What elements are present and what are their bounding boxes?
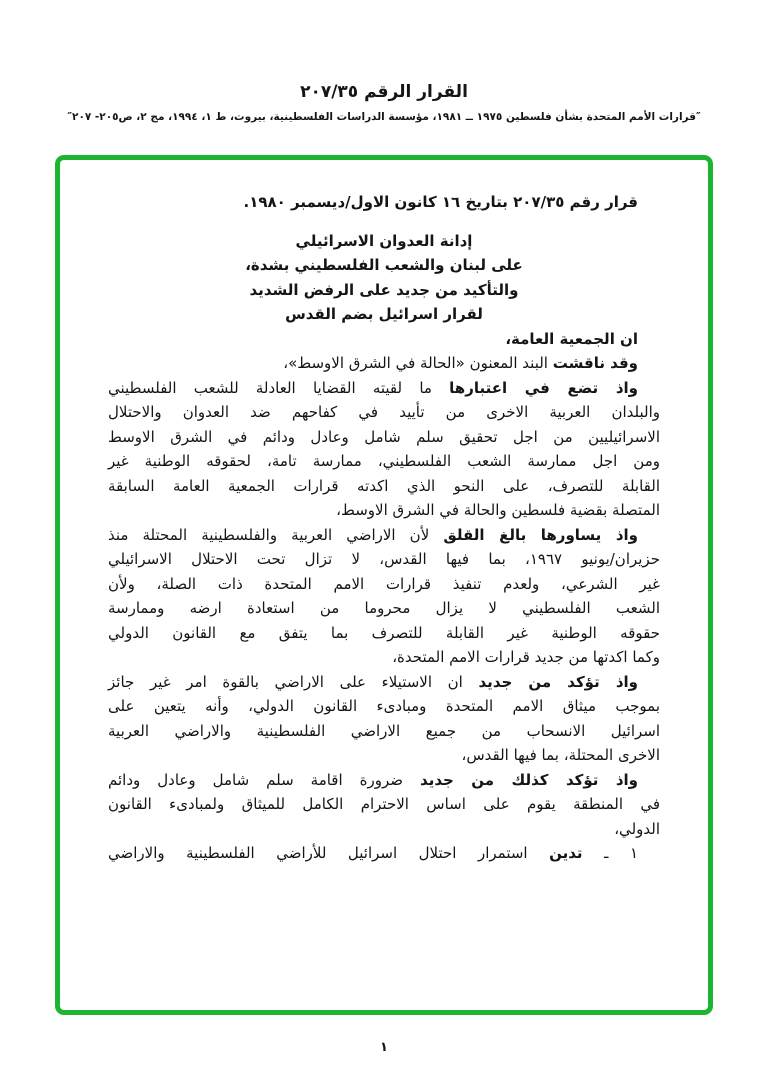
text-segment: القابلة للتصرف، على النحو الذي اكدته قرارات الجمعية العامة السابقة [108,476,660,495]
paragraph [108,670,660,768]
text-segment: الاخرى المحتلة، بما فيها القدس، [461,746,660,764]
page-title: القرار الرقم ٢٠٧/٣٥ [300,82,468,102]
text-segment: البند المعنون «الحالة في الشرق الاوسط»، [283,354,553,372]
text-line [108,768,660,793]
paragraph [108,376,660,523]
text-line [108,498,660,523]
bold-text-segment: واذ تؤكد كذلك من جديد [420,770,639,789]
text-line [108,743,660,768]
paragraph [108,327,660,352]
text-line [108,400,660,425]
text-line [108,474,660,499]
text-line [108,229,660,254]
text-segment: لأن الاراضي العربية والفلسطينية المحتلة منذ [108,525,444,544]
text-segment: ضرورة اقامة سلم شامل وعادل ودائم [108,770,421,789]
bold-text-segment: ان الجمعية العامة، [505,329,638,348]
text-line [108,351,660,376]
bold-text-segment: والتأكيد من جديد على الرفض الشديد [249,280,519,299]
text-line [108,694,660,719]
annotation-frame [55,155,713,1015]
document-header [0,82,768,123]
text-line [108,817,660,842]
bold-text-segment: واذ تؤكد من جديد [478,672,638,691]
bold-text-segment: على لبنان والشعب الفلسطيني بشدة، [245,256,523,274]
text-segment: استمرار احتلال اسرائيل للأراضي الفلسطينية والاراضي [108,844,550,862]
text-segment: الاسرائيليين من اجل تحقيق سلم شامل وعادل ودائم في الشرق الاوسط [108,427,660,446]
text-line [108,719,660,744]
text-line [108,278,660,303]
text-segment: اسرائيل الانسحاب من جميع الاراضي الفلسطينية والاراضي العربية [108,721,660,740]
bold-text-segment: لقرار اسرائيل بضم القدس [285,305,483,323]
bold-text-segment: وقد ناقشت [552,354,638,372]
text-segment: بموجب ميثاق الامم المتحدة ومبادىء القانون الدولي، وأنه يتعين على [108,697,660,715]
bold-text-segment: إدانة العدوان الاسرائيلي [295,231,473,250]
text-segment: ومن اجل ممارسة الشعب الفلسطيني، ممارسة تامة، لحقوقه الوطنية غير [108,452,660,470]
resolution-heading [108,229,660,327]
text-segment: وكما اكدتها من جديد قرارات الامم المتحدة، [392,648,660,666]
paragraph [108,351,660,376]
text-segment: غير الشرعي، ولعدم تنفيذ قرارات الامم المتحدة ذات الصلة، ولأن [108,574,660,593]
text-segment: في المنطقة يقوم على اساس الاحترام الكامل للميثاق ولمبادىء القانون [108,795,660,813]
text-segment: ما لقيته القضايا العادلة للشعب الفلسطيني [108,378,450,397]
text-segment: ان الاستيلاء على الاراضي بالقوة امر غير جائز [108,672,479,691]
source-citation: ″قرارات الأمم المتحدة بشأن فلسطين ١٩٧٥ ــ ١٩٨١، مؤسسة الدراسات الفلسطينية، بيروت، ط ١، ١٩٩٤، مج ٢، ص٢٠٥- ٢٠٧″ [67,111,701,123]
text-line [108,572,660,597]
text-segment: ١ ـ [582,844,638,862]
text-segment: الدولي، [614,819,660,838]
text-line [108,190,660,215]
text-line [108,547,660,572]
page-number: ١ [380,1040,388,1055]
resolution-body [60,160,708,866]
text-line [108,645,660,670]
bold-text-segment: واذ يساورها بالغ القلق [443,525,638,544]
text-line [108,425,660,450]
text-segment: حقوقه الوطنية غير القابلة للتصرف بما يتفق مع القانون الدولي [108,623,660,642]
text-segment: المتصلة بقضية فلسطين والحالة في الشرق الاوسط، [336,501,660,519]
text-line [108,523,660,548]
bold-text-segment: واذ تضع في اعتبارها [449,378,638,397]
text-line [108,670,660,695]
paragraph [108,768,660,842]
paragraph [108,841,660,866]
bold-text-segment: قرار رقم ٢٠٧/٣٥ بتاريخ ١٦ كانون الاول/ديسمبر ١٩٨٠. [243,193,638,211]
text-line [108,253,660,278]
text-line [108,841,660,866]
text-segment: حزيران/يونيو ١٩٦٧، بما فيها القدس، لا تزال تحت الاحتلال الاسرائيلي [108,550,660,568]
text-line [108,449,660,474]
paragraph [108,523,660,670]
resolution-intro-line [108,190,660,215]
text-line [108,376,660,401]
text-line [108,302,660,327]
text-line [108,327,660,352]
text-line [108,621,660,646]
text-segment: والبلدان العربية الاخرى من تأييد في كفاحهم ضد العدوان والاحتلال [108,403,660,421]
text-segment: الشعب الفلسطيني لا يزال محروما من استعادة ارضه وممارسة [108,599,660,617]
text-line [108,596,660,621]
text-line [108,792,660,817]
bold-text-segment: تدين [549,844,583,862]
